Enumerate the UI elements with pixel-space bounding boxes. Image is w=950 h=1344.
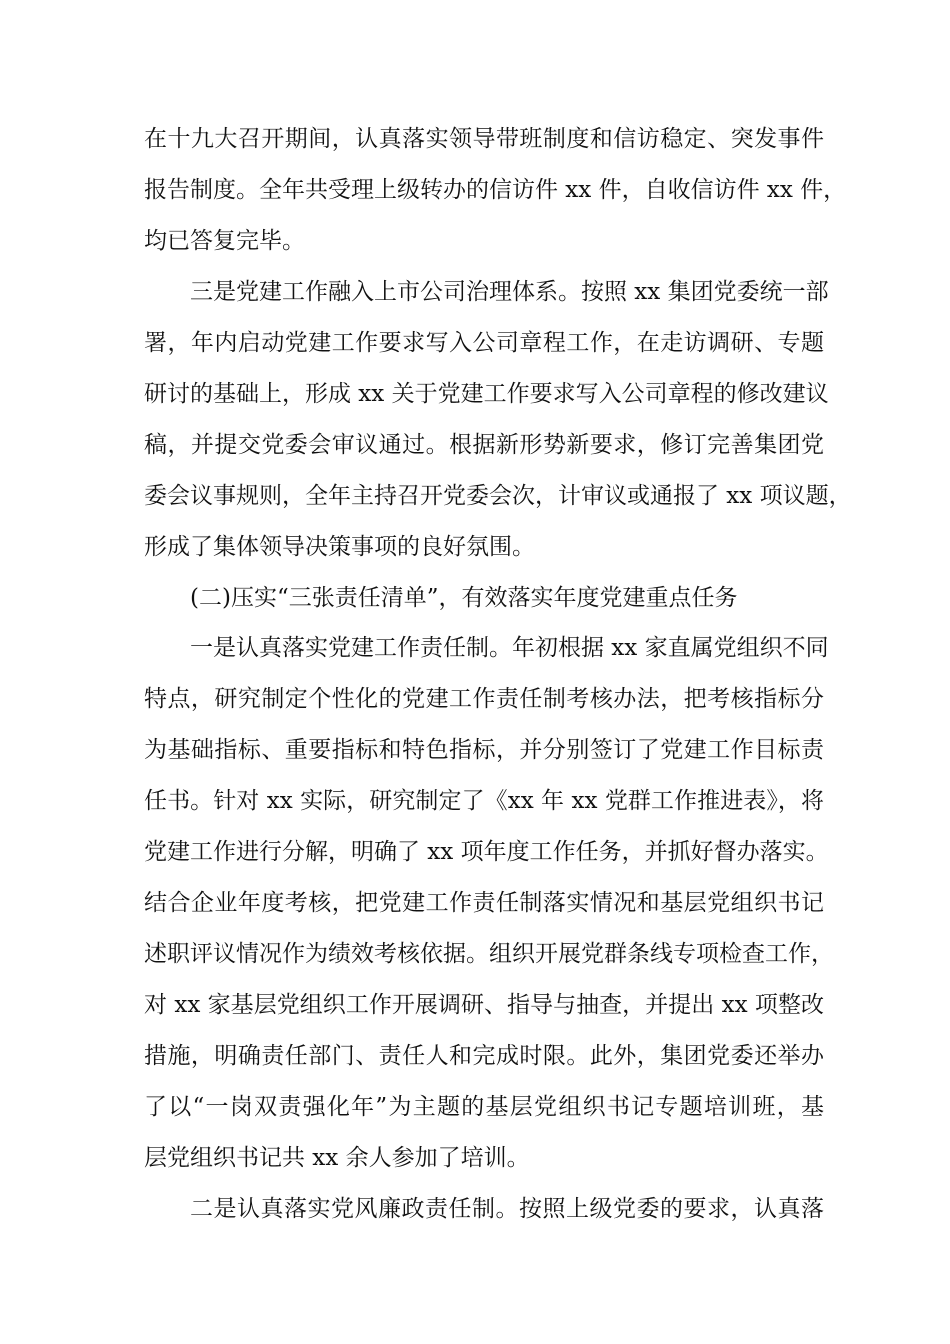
text-line: 层党组织书记共 xx 余人参加了培训。 xyxy=(144,1145,530,1171)
text-line: 一是认真落实党建工作责任制。年初根据 xx 家直属党组织不同 xyxy=(190,635,829,661)
text-line: 在十九大召开期间，认真落实领导带班制度和信访稳定、突发事件 xyxy=(144,126,824,152)
text-line: 三是党建工作融入上市公司治理体系。按照 xx 集团党委统一部 xyxy=(190,279,829,305)
text-line: 述职评议情况作为绩效考核依据。组织开展党群条线专项检查工作， xyxy=(144,941,834,967)
text-line: 为基础指标、重要指标和特色指标，并分别签订了党建工作目标责 xyxy=(144,737,824,763)
text-line: 研讨的基础上，形成 xx 关于党建工作要求写入公司章程的修改建议 xyxy=(144,381,829,407)
text-line: 结合企业年度考核，把党建工作责任制落实情况和基层党组织书记 xyxy=(144,890,824,916)
text-line: 署，年内启动党建工作要求写入公司章程工作，在走访调研、专题 xyxy=(144,330,824,356)
text-line: 二是认真落实党风廉政责任制。按照上级党委的要求，认真落 xyxy=(190,1196,824,1222)
text-line: 委会议事规则，全年主持召开党委会次，计审议或通报了 xx 项议题， xyxy=(144,483,852,509)
section-heading: (二)压实“三张责任清单”，有效落实年度党建重点任务 xyxy=(190,585,738,611)
text-line: 稿，并提交党委会审议通过。根据新形势新要求，修订完善集团党 xyxy=(144,432,824,458)
text-line: 对 xx 家基层党组织工作开展调研、指导与抽查，并提出 xx 项整改 xyxy=(144,992,824,1018)
text-line: 均已答复完毕。 xyxy=(144,228,305,254)
text-line: 形成了集体领导决策事项的良好氛围。 xyxy=(144,534,535,560)
text-line: 措施，明确责任部门、责任人和完成时限。此外，集团党委还举办 xyxy=(144,1043,824,1069)
text-line: 党建工作进行分解，明确了 xx 项年度工作任务，并抓好督办落实。 xyxy=(144,839,829,865)
text-line: 特点，研究制定个性化的党建工作责任制考核办法，把考核指标分 xyxy=(144,686,824,712)
text-line: 任书。针对 xx 实际，研究制定了《xx 年 xx 党群工作推进表》，将 xyxy=(144,788,824,814)
text-line: 报告制度。全年共受理上级转办的信访件 xx 件，自收信访件 xx 件， xyxy=(144,177,847,203)
text-line: 了以“一岗双责强化年”为主题的基层党组织书记专题培训班，基 xyxy=(144,1094,824,1120)
